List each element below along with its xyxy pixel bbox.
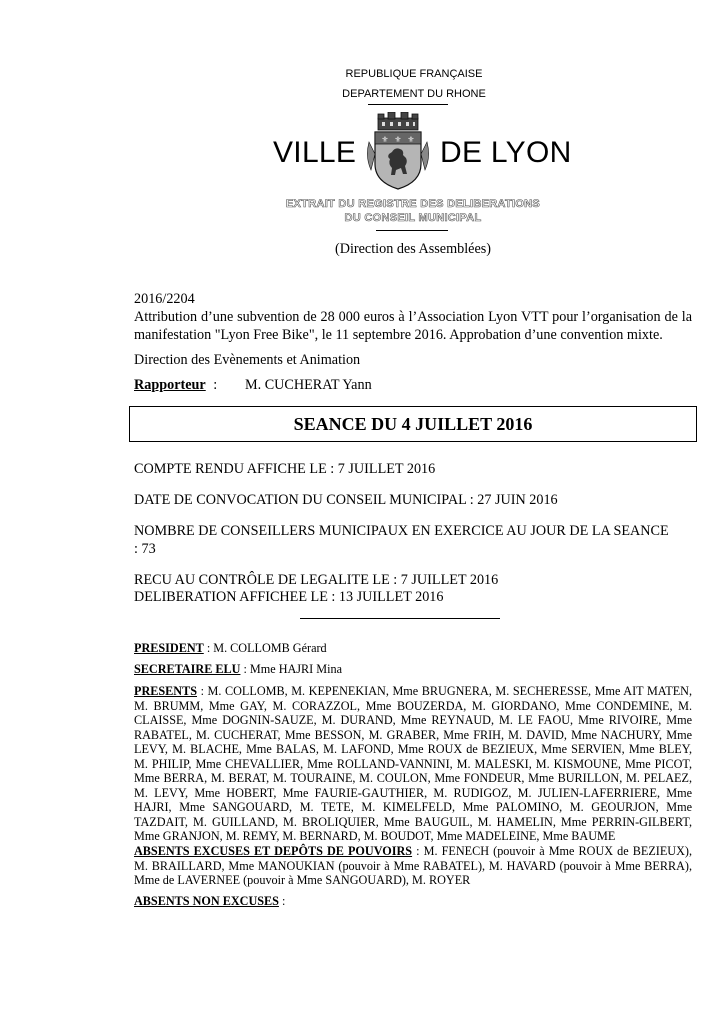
presents-value: : M. COLLOMB, M. KEPENEKIAN, Mme BRUGNERA, M. SECHERESSE, Mme AIT MATEN, M. BRUMM, Mme GAY, M. CORAZZOL, Mme BOUZERDA, M. GIORDANO, Mme CONDEMINE, M. CLAISSE, Mme DOGNIN-SAUZE, M. DURAND, Mme REYNAUD, M. LE FAOU, Mme RIVOIRE, Mme RABATEL, M. CUCHERAT, Mme BESSON, M. GRABER, Mme FRIH, M. DAVID, Mme NACHURY, Mme LEVY, M. BLACHE, Mme BALAS, M. LAFOND, Mme ROUX de BEZIEUX, Mme SERVIEN, Mme BLEY, M. PHILIP, Mme CHEVALLIER, Mme ROLLAND-VANNINI, M. MALESKI, M. KISMOUNE, Mme PICOT, Mme BERRA, M. BERAT, M. TOURAINE, M. COULON, Mme FONDEUR, Mme BURILLON, M. PELAEZ, M. LEVY, Mme HOBERT, Mme FAURIE-GAUTHIER, M. RUDIGOZ, M. JULIEN-LAFERRIERE, Mme HAJRI, Mme SANGOUARD, M. TETE, M. KIMELFELD, Mme PALOMINO, M. GEOURJON, Mme TAZDAIT, M. GUILLAND, M. BROLIQUIER, Mme BAUGUIL, M. HAMELIN, Mme PERRIN-GILBERT, Mme GRANJON, M. REMY, M. BERNARD, M. BOUDOT, Mme MADELEINE, Mme BAUME <box>134 684 692 843</box>
register-title-line2: DU CONSEIL MUNICIPAL <box>344 212 482 224</box>
absents-excuses-paragraph <box>134 844 692 888</box>
president-value: : M. COLLOMB Gérard <box>203 641 327 655</box>
absents-non-excuses-value: : <box>278 894 286 908</box>
affichage-date: DELIBERATION AFFICHEE LE : 13 JUILLET 2016 <box>134 589 444 605</box>
section-divider <box>300 618 500 619</box>
header-divider <box>368 104 448 105</box>
compte-rendu-date: COMPTE RENDU AFFICHE LE : 7 JUILLET 2016 <box>134 461 436 477</box>
conseillers-count: NOMBRE DE CONSEILLERS MUNICIPAUX EN EXERCICE AU JOUR DE LA SEANCE : 73 <box>134 523 669 557</box>
register-title-line1: EXTRAIT DU REGISTRE DES DELIBERATIONS <box>285 198 541 210</box>
absents-non-excuses-label: ABSENTS NON EXCUSES <box>134 894 279 908</box>
svg-text:⚜: ⚜ <box>394 135 402 144</box>
rapporteur-label: Rapporteur <box>134 377 206 393</box>
lyon-coat-of-arms-icon <box>365 112 431 190</box>
seance-box <box>129 406 697 442</box>
city-name-left: VILLE <box>273 136 357 169</box>
absents-non-excuses-line <box>134 894 692 909</box>
absents-excuses-value: : M. FENECH (pouvoir à Mme ROUX de BEZIEUX), M. BRAILLARD, Mme MANOUKIAN (pouvoir à Mme RABATEL), M. HAVARD (pouvoir à Mme BERRA), Mme de LAVERNEE (pouvoir à Mme SANGOUARD), M. ROYER <box>134 844 692 887</box>
direction-label: (Direction des Assemblées) <box>334 241 492 257</box>
deliberation-number: 2016/2204 <box>134 291 195 307</box>
service-name: Direction des Evènements et Animation <box>134 352 361 368</box>
absents-excuses-label: ABSENTS EXCUSES ET DEPÔTS DE POUVOIRS <box>134 844 413 858</box>
svg-text:⚜: ⚜ <box>381 135 389 144</box>
register-divider <box>376 230 448 231</box>
seance-title: SEANCE DU 4 JUILLET 2016 <box>293 413 533 434</box>
president-line <box>134 641 692 656</box>
rapporteur-line <box>134 376 217 394</box>
city-name-right: DE LYON <box>440 136 572 169</box>
rapporteur-separator: : <box>213 377 218 393</box>
deliberation-subject: Attribution d’une subvention de 28 000 euros à l’Association Lyon VTT pour l’organisation de la manifestation "Lyon Free Bike", le 11 septembre 2016. Approbation d’une convention mixte. <box>134 309 692 343</box>
controle-legalite-date: RECU AU CONTRÔLE DE LEGALITE LE : 7 JUILLET 2016 <box>134 572 499 588</box>
department-heading: DEPARTEMENT DU RHONE <box>342 88 486 100</box>
rapporteur-name: M. CUCHERAT Yann <box>245 377 372 393</box>
convocation-date: DATE DE CONVOCATION DU CONSEIL MUNICIPAL : 27 JUIN 2016 <box>134 492 558 508</box>
president-label: PRESIDENT <box>134 641 204 655</box>
svg-text:⚜: ⚜ <box>407 135 415 144</box>
secretaire-line <box>134 662 692 677</box>
republic-heading: REPUBLIQUE FRANÇAISE <box>345 68 483 80</box>
presents-label: PRESENTS <box>134 684 197 698</box>
presents-paragraph <box>134 684 692 844</box>
secretaire-value: : Mme HAJRI Mina <box>240 662 343 676</box>
secretaire-label: SECRETAIRE ELU <box>134 662 241 676</box>
